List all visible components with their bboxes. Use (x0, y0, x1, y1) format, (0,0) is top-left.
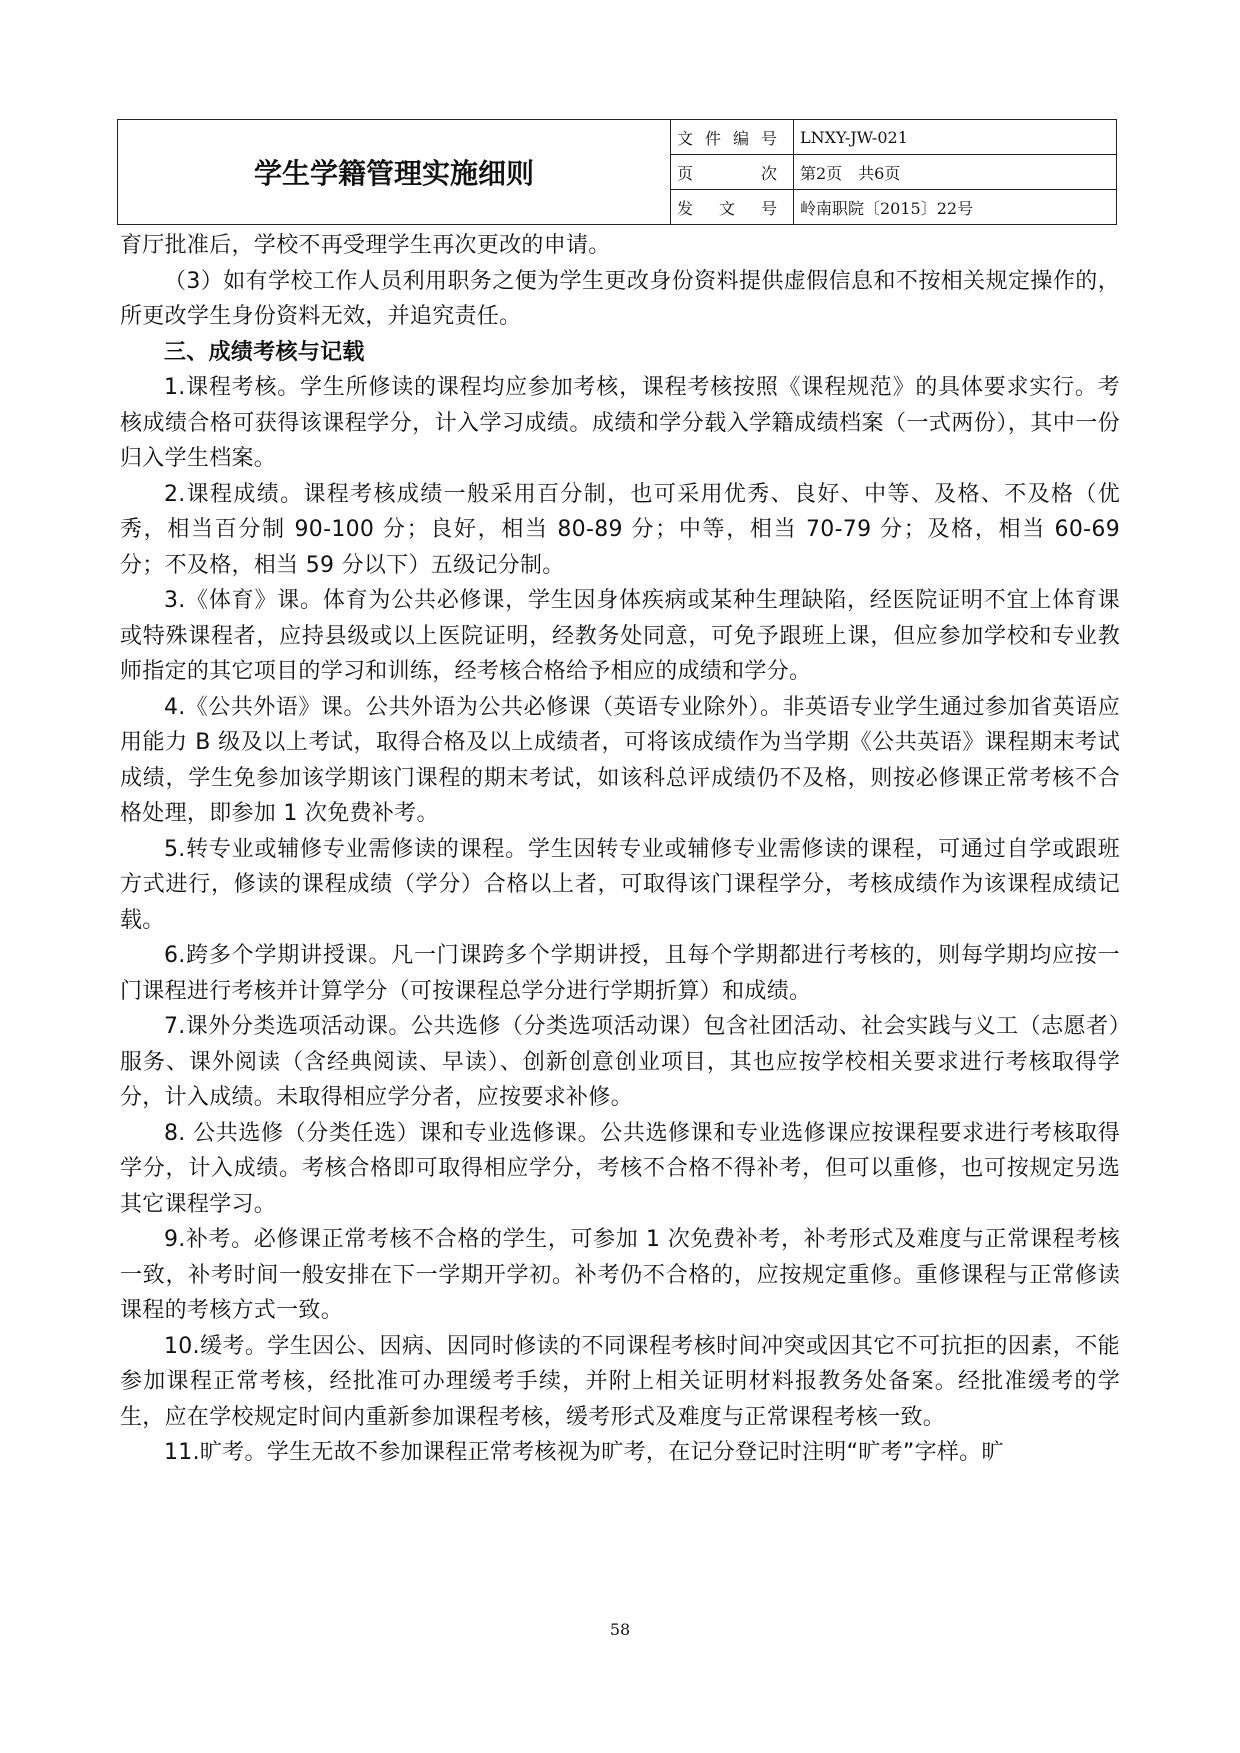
list-item: 9.补考。必修课正常考核不合格的学生，可参加 1 次免费补考，补考形式及难度与正常课程考核一致，补考时间一般安排在下一学期开学初。补考仍不合格的，应按规定重修。重修课程与正常修读课程的考核方式一致。 (120, 1227, 1120, 1323)
list-item: 4.《公共外语》课。公共外语为公共必修课（英语专业除外）。非英语专业学生通过参加省英语应用能力 B 级及以上考试，取得合格及以上成绩者，可将该成绩作为当学期《公共英语》课程期末考试成绩，学生免参加该学期该门课程的期末考试，如该科总评成绩仍不及格，则按必修课正常考核不合格处理，即参加 1 次免费补考。 (120, 694, 1120, 826)
page-label: 页次 (671, 155, 794, 190)
issue-number-value: 岭南职院〔2015〕22号 (794, 190, 1117, 225)
list-item: 6.跨多个学期讲授课。凡一门课跨多个学期讲授，且每个学期都进行考核的，则每学期均应按一门课程进行考核并计算学分（可按课程总学分进行学期折算）和成绩。 (120, 943, 1120, 1004)
page-number: 58 (609, 1620, 631, 1639)
issue-number-label: 发文号 (671, 190, 794, 225)
page-value: 第2页 共6页 (794, 155, 1117, 190)
list-item: 10.缓考。学生因公、因病、因同时修读的不同课程考核时间冲突或因其它不可抗拒的因素，不能参加课程正常考核，经批准可办理缓考手续，并附上相关证明材料报教务处备案。经批准缓考的学生，应在学校规定时间内重新参加课程考核，缓考形式及难度与正常课程考核一致。 (120, 1333, 1120, 1430)
list-item: 3.《体育》课。体育为公共必修课，学生因身体疾病或某种生理缺陷，经医院证明不宜上体育课或特殊课程者，应持县级或以上医院证明，经教务处同意，可免予跟班上课，但应参加学校和专业教师指定的其它项目的学习和训练，经考核合格给予相应的成绩和学分。 (120, 588, 1120, 684)
file-number-value: LNXY-JW-021 (794, 120, 1117, 155)
list-item: 11.旷考。学生无故不参加课程正常考核视为旷考，在记分登记时注明“旷考”字样。旷 (164, 1440, 1004, 1465)
file-number-label: 文件编号 (671, 120, 794, 155)
list-item: 7.课外分类选项活动课。公共选修（分类选项活动课）包含社团活动、社会实践与义工（志愿者）服务、课外阅读（含经典阅读、早读）、创新创意创业项目，其也应按学校相关要求进行考核取得学分，计入成绩。未取得相应学分者，应按要求补修。 (120, 1014, 1120, 1110)
paragraph: 育厅批准后，学校不再受理学生再次更改的申请。 (120, 233, 611, 258)
document-header-table (117, 119, 1117, 225)
list-item: 5.转专业或辅修专业需修读的课程。学生因转专业或辅修专业需修读的课程，可通过自学或跟班方式进行，修读的课程成绩（学分）合格以上者，可取得该门课程学分，考核成绩作为该课程成绩记载。 (120, 836, 1120, 933)
list-item: 8. 公共选修（分类任选）课和专业选修课。公共选修课和专业选修课应按课程要求进行考核取得学分，计入成绩。考核合格即可取得相应学分，考核不合格不得补考，但可以重修，也可按规定另选其它课程学习。 (120, 1120, 1120, 1217)
list-item: 2.课程成绩。课程考核成绩一般采用百分制，也可采用优秀、良好、中等、及格、不及格（优秀，相当百分制 90-100 分；良好，相当 80-89 分；中等，相当 70-79 分；及格，相当 60-69 分；不及格，相当 59 分以下）五级记分制。 (120, 481, 1120, 578)
document-body (120, 228, 1120, 1471)
document-title: 学生学籍管理实施细则 (118, 120, 671, 225)
paragraph: （3）如有学校工作人员利用职务之便为学生更改身份资料提供虚假信息和不按相关规定操作的，所更改学生身份资料无效，并追究责任。 (120, 268, 1120, 329)
list-item: 1.课程考核。学生所修读的课程均应参加考核，课程考核按照《课程规范》的具体要求实行。考核成绩合格可获得该课程学分，计入学习成绩。成绩和学分载入学籍成绩档案（一式两份），其中一份归入学生档案。 (120, 375, 1120, 471)
section-heading: 三、成绩考核与记载 (164, 339, 365, 365)
